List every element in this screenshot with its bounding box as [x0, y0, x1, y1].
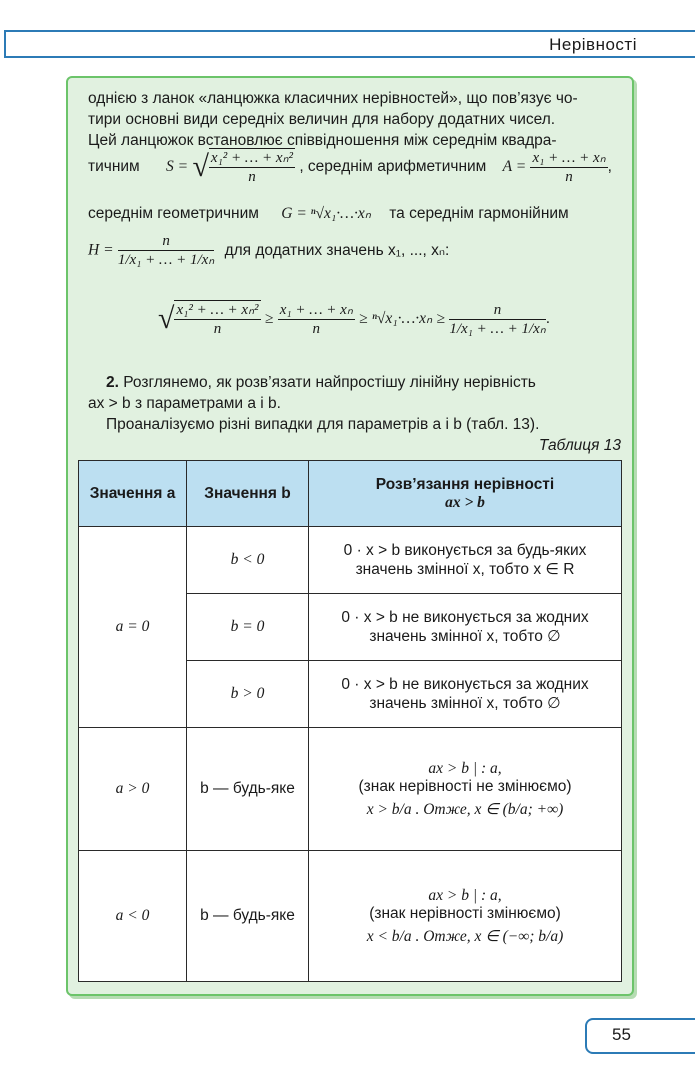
- sol-line: (знак нерівності змінюємо): [369, 904, 561, 922]
- chain-h: [449, 301, 545, 338]
- sol-line: ax > b | : a,: [428, 886, 502, 904]
- header-b: Значення b: [187, 461, 309, 527]
- a-fraction: [530, 149, 607, 186]
- a-num: x₁ + … + xₙ: [532, 149, 606, 166]
- geq-3: ≥: [436, 310, 446, 328]
- cell-a: a = 0: [79, 527, 187, 728]
- cell-a: a < 0: [79, 851, 187, 982]
- sqrt-icon: √: [192, 150, 209, 183]
- cell-a: a > 0: [79, 728, 187, 851]
- sol-line: (знак нерівності не змінюємо): [358, 777, 572, 795]
- p1-line3: Цей ланцюжок встановлює співвідношення між середнім квадра-: [88, 132, 557, 149]
- page-number: 55: [612, 1025, 631, 1044]
- page-header: [0, 30, 695, 60]
- p2-number: 2.: [106, 374, 119, 391]
- p1-line2: тири основні види середніх величин для набору додатних чисел.: [88, 111, 556, 128]
- cell-b: b > 0: [187, 661, 309, 728]
- sol-line: x > b/a . Отже, x ∈ (b/a; +∞): [366, 800, 564, 818]
- g-formula: G = ⁿ√x₁·…·xₙ: [281, 205, 371, 222]
- sqrt-icon: √: [158, 302, 175, 335]
- sol-line: x < b/a . Отже, x ∈ (−∞; b/a): [366, 927, 564, 945]
- cell-solution: [309, 527, 622, 594]
- cell-solution: [309, 728, 622, 851]
- a-den: n: [565, 168, 573, 185]
- s-fraction: [209, 148, 295, 186]
- p1-line4-pre: тичним: [88, 158, 140, 176]
- p1-line5: [88, 204, 622, 223]
- table-caption: Таблиця 13: [538, 437, 621, 454]
- sol-line: 0 · x > b не виконується за жодних: [341, 608, 589, 626]
- paragraph-1: [88, 88, 622, 151]
- header-solution: [309, 461, 622, 527]
- p2-line1: Розглянемо, як розв’язати найпростішу лінійну нерівність: [118, 374, 536, 391]
- cell-b: b — будь-яке: [187, 728, 309, 851]
- sol-line: значень змінної x, тобто ∅: [369, 694, 561, 712]
- a-label: A =: [502, 158, 527, 176]
- table-row: [79, 527, 622, 594]
- cell-solution: [309, 594, 622, 661]
- chain-g: ⁿ√x₁·…·xₙ: [371, 310, 433, 328]
- p2-line3: Проаналізуємо різні випадки для параметрів a і b (табл. 13).: [106, 416, 540, 433]
- p1-line5-pre: середнім геометричним: [88, 205, 259, 222]
- chain-h-den: 1/x₁ + … + 1/xₙ: [449, 320, 546, 337]
- cell-b: b = 0: [187, 594, 309, 661]
- chain-q-den: n: [213, 321, 222, 337]
- header-a: Значення a: [79, 461, 187, 527]
- table-row: [79, 728, 622, 851]
- p1-line6-post: для додатних значень x₁, ..., xₙ:: [224, 241, 450, 259]
- s-label: S =: [166, 158, 189, 176]
- chain-q: [174, 300, 260, 338]
- cell-b: b — будь-яке: [187, 851, 309, 982]
- h-fraction: [118, 232, 214, 269]
- chain-a-num: x₁ + … + xₙ: [279, 301, 353, 318]
- sol-line: значень змінної x, тобто ∅: [369, 627, 561, 645]
- chain-q-num: x₁² + … + xₙ²: [176, 302, 259, 318]
- cell-solution: [309, 851, 622, 982]
- geq-2: ≥: [359, 310, 368, 328]
- cell-solution: [309, 661, 622, 728]
- paragraph-2: [88, 372, 622, 435]
- s-num: x₁² + … + xₙ²: [210, 150, 293, 166]
- mean-chain: √ $\frac{\text{x₁² + … + xₙ²}}{n}$ ≥ $\frac{\text{x₁ + … + xₙ}}{n}$ ≥ ⁿ√x₁·…·xₙ ≥ $\frac{n}{\text{1/x₁ + … + 1/xₙ}}$ .: [158, 301, 551, 337]
- p2-line2: ax > b з параметрами a і b.: [88, 395, 281, 412]
- table-row: [79, 851, 622, 982]
- chain-a-den: n: [312, 320, 320, 337]
- h-den: 1/x₁ + … + 1/xₙ: [117, 252, 215, 268]
- page-number-box: [585, 1018, 695, 1054]
- h-label: H =: [88, 241, 114, 259]
- h-num: n: [118, 232, 214, 251]
- table-header-row: [79, 461, 622, 527]
- p1-line4-mid: , середнім арифметичним: [299, 158, 487, 176]
- sol-line: 0 · x > b не виконується за жодних: [341, 675, 589, 693]
- header-title: Нерівності: [549, 35, 637, 54]
- sol-line: значень змінної x, тобто x ∈ R: [355, 560, 575, 578]
- cell-b: b < 0: [187, 527, 309, 594]
- s-den: n: [248, 169, 256, 185]
- sol-line: 0 · x > b виконується за будь-яких: [343, 541, 587, 559]
- sol-line: ax > b | : a,: [428, 759, 502, 777]
- p1-line1: однією з ланок «ланцюжка класичних нерівностей», що пов’язує чо-: [88, 90, 578, 107]
- chain-a: [278, 301, 355, 338]
- p1-line5-post: та середнім гармонійним: [389, 205, 569, 222]
- geq-1: ≥: [264, 310, 274, 328]
- header-solution-ineq: ax > b: [445, 493, 485, 511]
- p1-line4: тичним S = √ $\frac{\text{x₁² + … + xₙ²}}{n}$ , середнім арифметичним A = $\frac{\text{x₁ + … + xₙ}}{n}$ ,: [88, 149, 612, 185]
- header-solution-title: Розв’язання нерівності: [375, 475, 555, 493]
- chain-h-num: n: [449, 301, 545, 320]
- p1-line6: [88, 232, 622, 269]
- table-13: [78, 460, 622, 982]
